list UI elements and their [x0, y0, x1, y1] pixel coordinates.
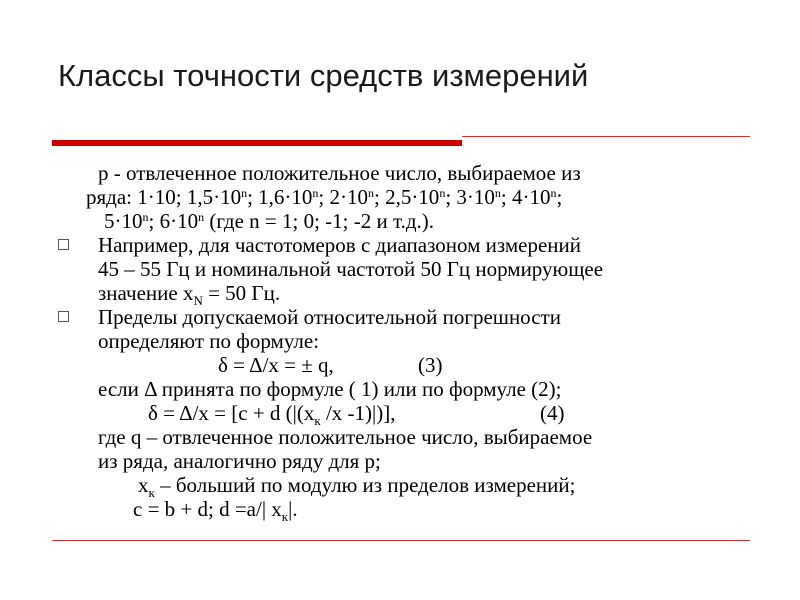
- bullet-square-icon: [58, 311, 69, 322]
- formula-4-number: (4): [540, 401, 565, 425]
- text-line-q-definition: где q – отвлеченное положительное число, выбираемое: [98, 425, 593, 449]
- text-line-limits: Пределы допускаемой относительной погрешности: [98, 305, 561, 329]
- text-line-xk-definition: $х_к$ – больший по модулю из пределов измерений;: [138, 473, 576, 500]
- text-line-q-definition-cont: из ряда, аналогично ряду для р;: [98, 449, 381, 473]
- title-divider-thin: [462, 136, 750, 137]
- text-line-series-cont: $5\cdot 10^n$; $6\cdot 10^n$ (где n = 1; 0; -1; -2 и т.д.).: [104, 209, 434, 233]
- bullet-square-icon: [58, 239, 69, 250]
- formula-4: δ = Δ/х = [c + d ($|(х_к$ /х -1)|)],: [148, 401, 396, 428]
- text-line-condition: если Δ принята по формуле ( 1) или по формуле (2);: [98, 377, 562, 401]
- text-line-series: ряда: 1·10; $1,5\cdot 10^n$; $1,6\cdot 10^n$; $2\cdot 10^n$; $2,5\cdot 10^n$; $3\cdot 10^n$; $4\cdot 10^n$;: [86, 185, 563, 209]
- text-line-example: Например, для частотомеров с диапазоном измерений: [98, 233, 581, 257]
- text-line-limits-cont: определяют по формуле:: [98, 329, 320, 353]
- slide-title: Классы точности средств измерений: [58, 58, 589, 93]
- formula-3: δ = Δ/х = ± q,: [218, 353, 334, 377]
- footer-divider: [52, 540, 750, 541]
- title-divider-thick: [52, 140, 462, 146]
- text-line-normalizing-value: значение $х_N = 50$ Гц.: [98, 281, 281, 308]
- text-line-example-cont: 45 – 55 Гц и номинальной частотой 50 Гц нормирующее: [98, 257, 604, 281]
- formula-c-d: с = b + d; d =a/| $х_к|$.: [133, 497, 298, 524]
- text-line-p-definition: p - отвлеченное положительное число, выбираемое из: [98, 161, 581, 185]
- formula-3-number: (3): [418, 353, 443, 377]
